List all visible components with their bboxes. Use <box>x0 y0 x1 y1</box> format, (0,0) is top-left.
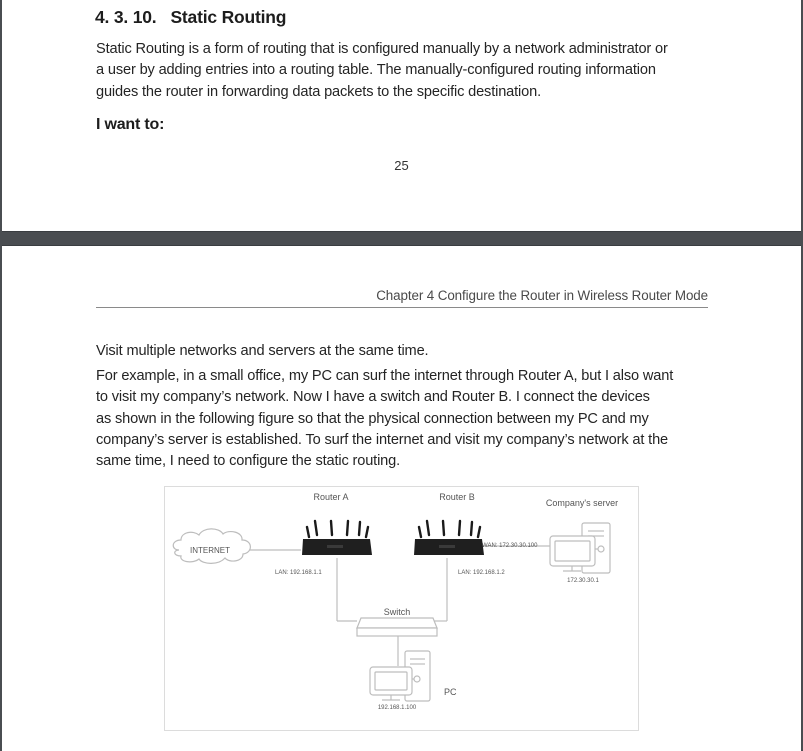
network-diagram <box>164 486 639 731</box>
pc-ip: 192.168.1.100 <box>377 705 417 711</box>
switch-label: Switch <box>383 607 411 617</box>
text-line: guides the router in forwarding data packets to the specific destination. <box>96 83 541 100</box>
server-computer-icon <box>550 523 610 573</box>
page-number: 25 <box>394 158 409 173</box>
text-line: as shown in the following figure so that the physical connection between my PC and my <box>96 410 649 427</box>
text-line: to visit my company’s network. Now I have a switch and Router B. I connect the devices <box>96 389 650 406</box>
connection-lines <box>249 546 550 666</box>
pc-label: PC <box>444 687 457 697</box>
router-a-icon <box>302 521 372 555</box>
router-b-label: Router B <box>439 492 475 502</box>
example-paragraph <box>96 366 673 472</box>
server-label: Company's server <box>545 498 619 508</box>
section-heading <box>95 7 286 28</box>
router-b-icon <box>414 521 484 555</box>
pdf-page-25 <box>2 0 801 232</box>
network-diagram-svg <box>165 487 640 732</box>
intro-paragraph <box>96 39 668 103</box>
section-title: Static Routing <box>170 7 287 27</box>
internet-label: INTERNET <box>190 546 230 555</box>
goal-text: Visit multiple networks and servers at the same time. <box>96 343 429 359</box>
text-line: Static Routing is a form of routing that is configured manually by a network administrator or <box>96 41 668 57</box>
text-line: company’s server is established. To surf the internet and visit my company’s network at the <box>96 431 669 448</box>
text-line: For example, in a small office, my PC can surf the internet through Router A, but I also want <box>96 368 674 384</box>
router-b-lan-ip: LAN: 192.168.1.2 <box>458 570 505 576</box>
router-a-label: Router A <box>313 492 349 502</box>
text-line: a user by adding entries into a routing table. The manually-configured routing information <box>96 62 656 79</box>
router-b-wan-ip: WAN: 172.30.30.100 <box>482 543 538 549</box>
chapter-header: Chapter 4 Configure the Router in Wireless Router Mode <box>96 288 708 308</box>
server-ip: 172.30.30.1 <box>567 578 599 584</box>
pdf-page-26 <box>2 245 801 751</box>
switch-icon <box>357 618 437 636</box>
section-number: 4. 3. 10. <box>95 7 157 27</box>
text-line: same time, I need to configure the static routing. <box>96 453 400 470</box>
subheading: I want to: <box>96 116 165 133</box>
pc-icon <box>370 651 430 701</box>
router-a-lan-ip: LAN: 192.168.1.1 <box>275 570 322 576</box>
